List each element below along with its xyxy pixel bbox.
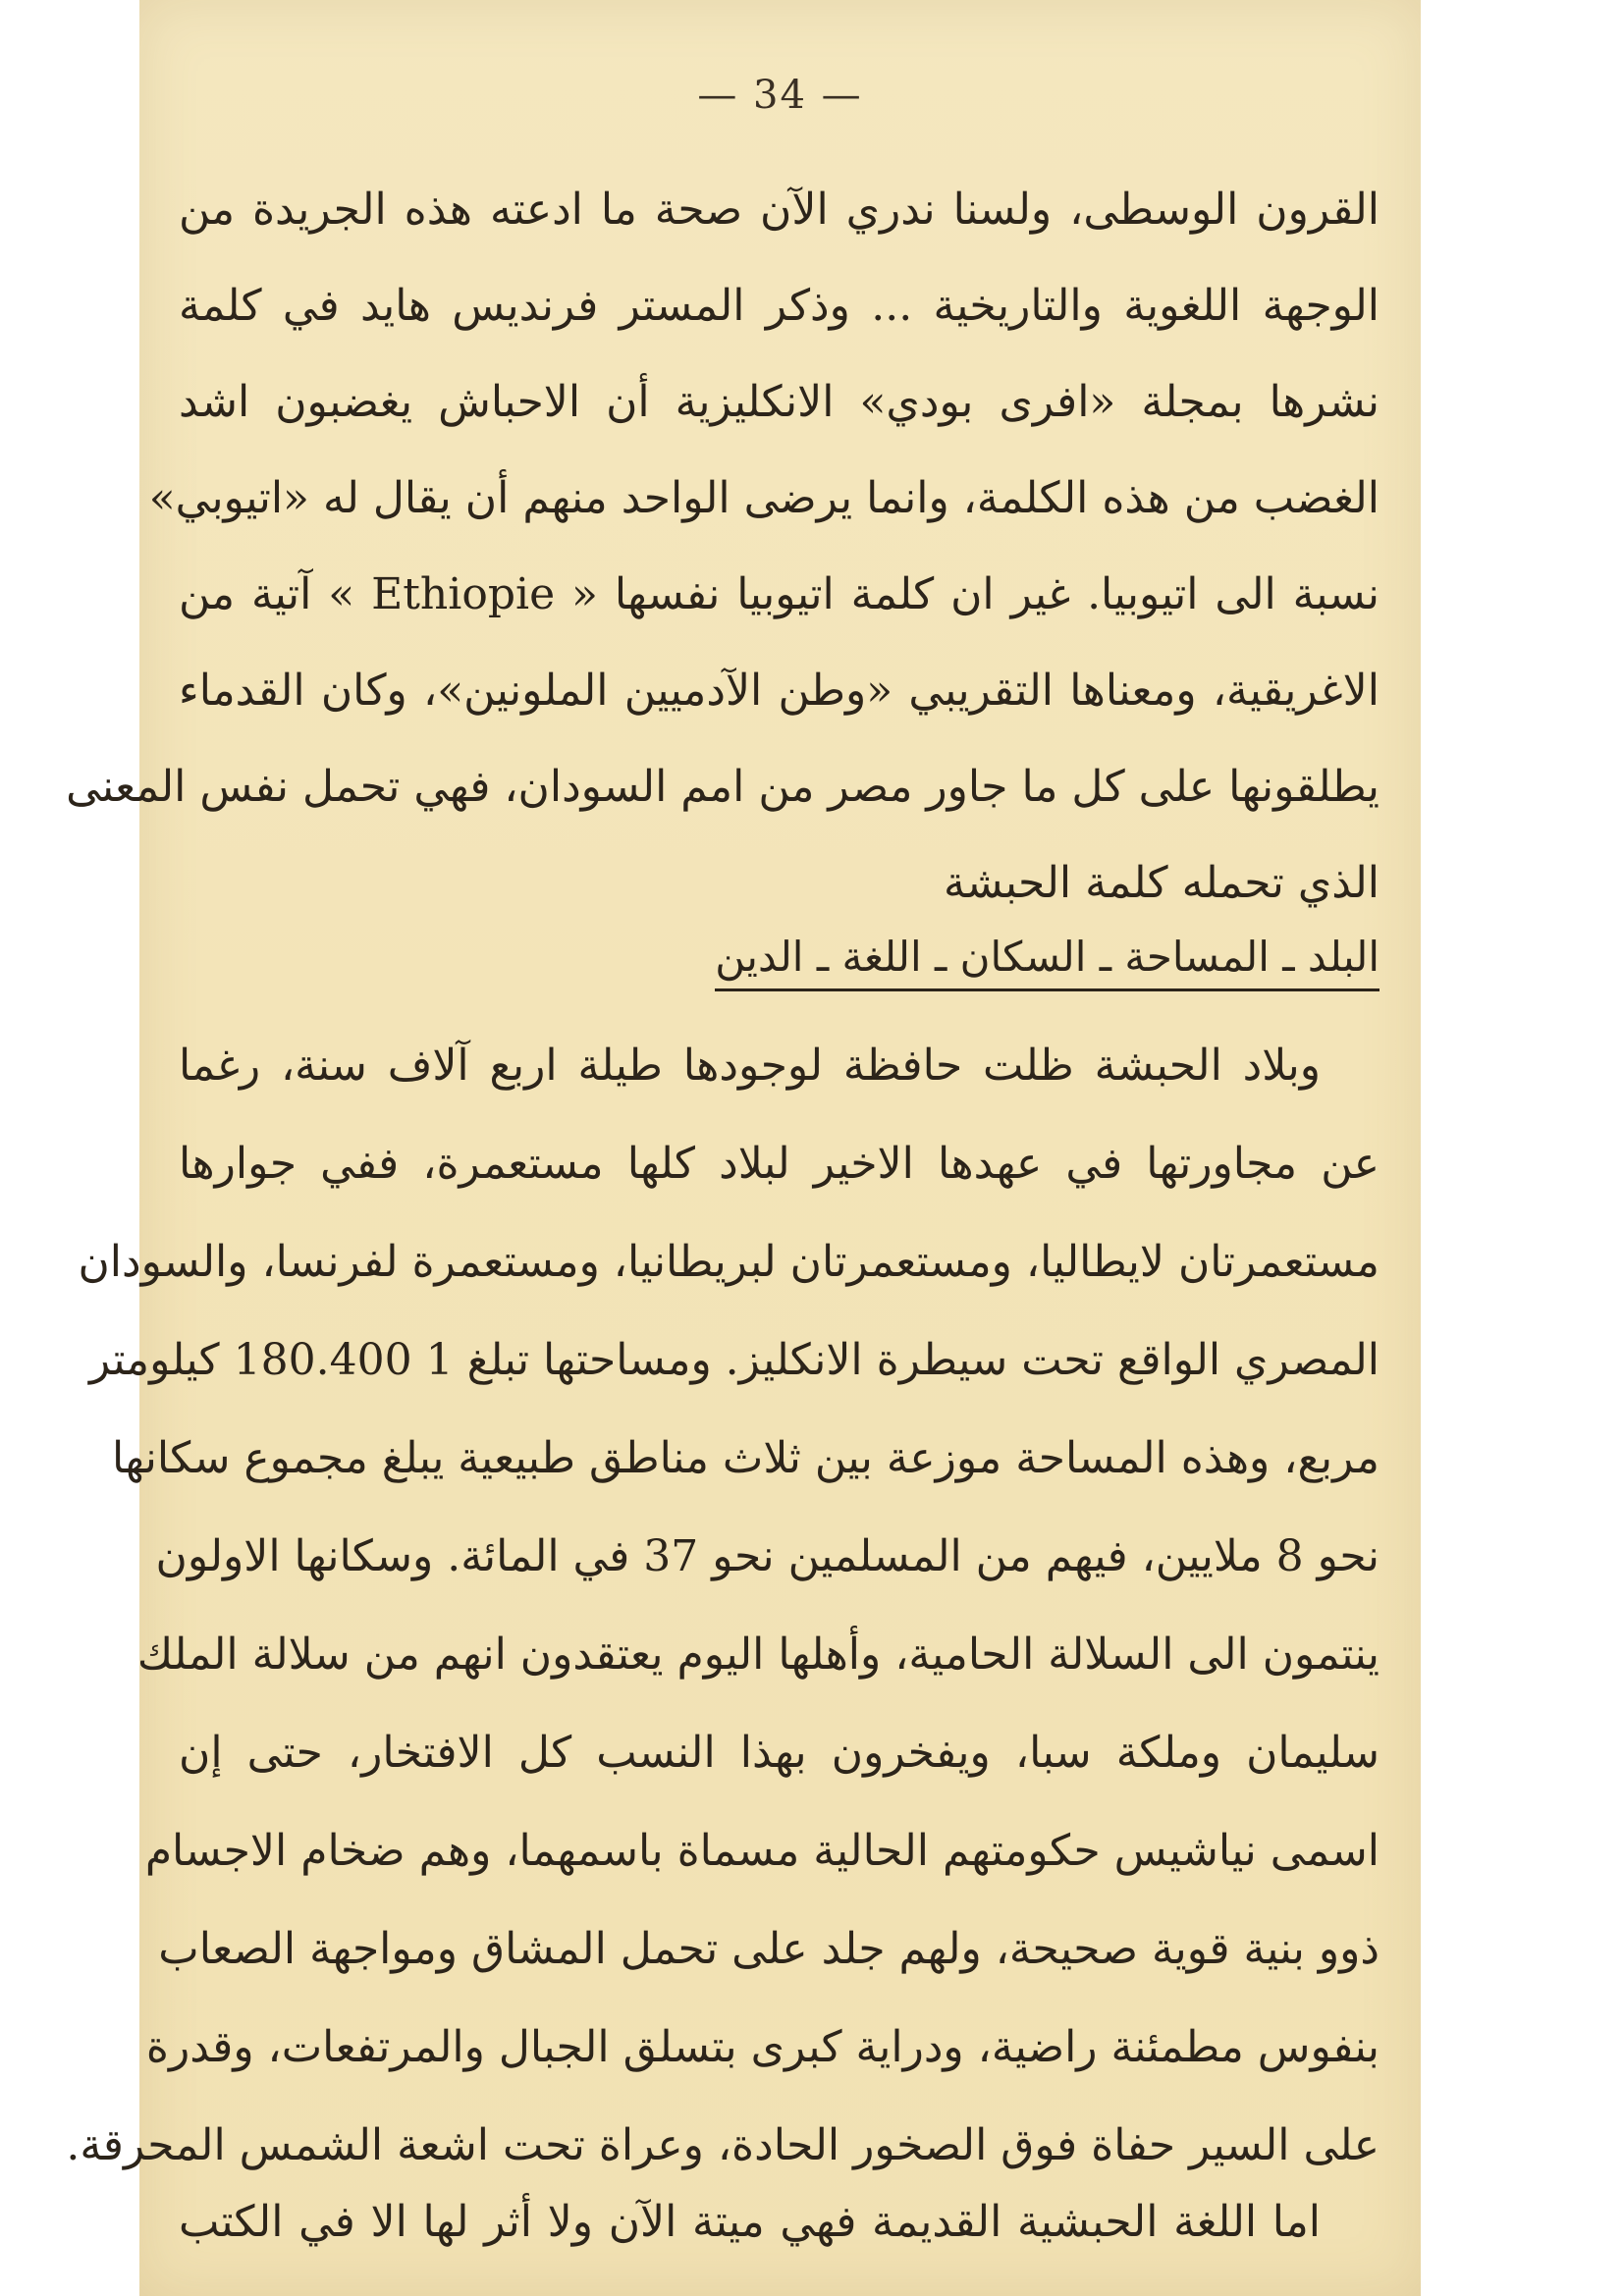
text-line: نحو 8 ملايين، فيهم من المسلمين نحو 37 في المائة. وسكانها الاولون — [155, 1531, 1380, 1581]
text-line: يطلقونها على كل ما جاور مصر من امم السودان، فهي تحمل نفس المعنى — [66, 762, 1380, 812]
paragraph-1 — [66, 185, 1380, 954]
section-heading-wrap — [715, 933, 1380, 991]
text-line: الذي تحمله كلمة الحبشة — [943, 858, 1380, 908]
text-line: مربع، وهذه المساحة موزعة بين ثلاث مناطق طبيعية يبلغ مجموع سكانها — [111, 1433, 1380, 1483]
page-number: — 34 — — [697, 73, 863, 118]
text-line: وبلاد الحبشة ظلت حافظة لوجودها طيلة اربع آلاف سنة، رغما — [179, 1041, 1321, 1091]
text-line: الوجهة اللغوية والتاريخية ... وذكر المستر فرنديس هايد في كلمة — [179, 281, 1380, 331]
text-line: نشرها بمجلة «افرى بودي» الانكليزية أن الاحباش يغضبون اشد — [179, 377, 1380, 427]
text-line: المصري الواقع تحت سيطرة الانكليز. ومساحتها تبلغ 1 180.400 كيلومتر — [88, 1335, 1380, 1385]
paragraph-3 — [179, 2197, 1380, 2248]
text-line: الاغريقية، ومعناها التقريبي «وطن الآدميين الملونين»، وكان القدماء — [179, 666, 1380, 716]
text-line: ينتمون الى السلالة الحامية، وأهلها اليوم يعتقدون انهم من سلالة الملك — [136, 1629, 1380, 1680]
paragraph-2 — [66, 1041, 1380, 2218]
text-line: بنفوس مطمئنة راضية، ودراية كبرى بتسلق الجبال والمرتفعات، وقدرة — [145, 2022, 1380, 2072]
text-line: اما اللغة الحبشية القديمة فهي ميتة الآن ولا أثر لها الا في الكتب — [179, 2197, 1321, 2247]
text-line: مستعمرتان لايطاليا، ومستعمرتان لبريطانيا، ومستعمرة لفرنسا، والسودان — [78, 1237, 1380, 1287]
text-line: اسمى نياشيس حكومتهم الحالية مسماة باسمهما، وهم ضخام الاجسام — [144, 1826, 1380, 1876]
text-line: القرون الوسطى، ولسنا ندري الآن صحة ما ادعته هذه الجريدة من — [179, 185, 1380, 235]
text-line: ذوو بنية قوية صحيحة، ولهم جلد على تحمل المشاق ومواجهة الصعاب — [158, 1924, 1380, 1974]
text-line: على السير حفاة فوق الصخور الحادة، وعراة تحت اشعة الشمس المحرقة. — [66, 2120, 1380, 2170]
book-page — [66, 0, 1421, 2296]
text-line: الغضب من هذه الكلمة، وانما يرضى الواحد منهم أن يقال له «اتيوبي» — [148, 473, 1380, 523]
text-line: عن مجاورتها في عهدها الاخير لبلاد كلها مستعمرة، ففي جوارها — [179, 1139, 1380, 1189]
text-line: سليمان وملكة سبا، ويفخرون بهذا النسب كل الافتخار، حتى إن — [179, 1728, 1380, 1778]
text-line: نسبة الى اتيوبيا. غير ان كلمة اتيوبيا نفسها « Ethiopie » آتية من — [179, 569, 1380, 619]
section-heading: البلد ـ المساحة ـ السكان ـ اللغة ـ الدين — [715, 933, 1380, 991]
